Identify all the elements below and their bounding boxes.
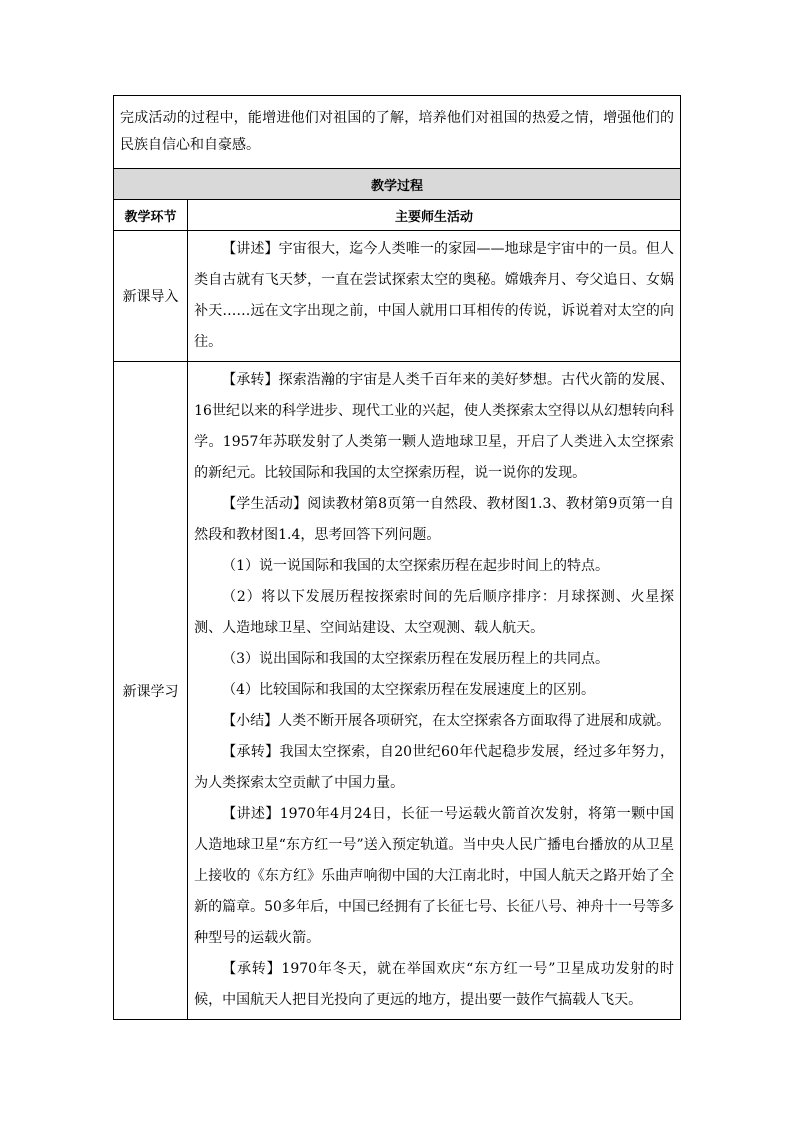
activity-paragraph: 【小结】人类不断开展各项研究，在太空探索各方面取得了进展和成就。	[222, 713, 671, 729]
section-header-row	[114, 169, 681, 200]
activity-cell-learn	[188, 362, 681, 1020]
activity-column-header: 主要师生活动	[188, 200, 681, 231]
lesson-plan-table	[113, 95, 681, 1020]
intro-text: 完成活动的过程中，能增进他们对祖国的了解，培养他们对祖国的热爱之情，增强他们的民族自信心和自豪感。	[114, 96, 681, 169]
stage-label-import: 新课导入	[114, 231, 188, 362]
activity-paragraph: 【承转】我国太空探索，自20世纪60年代起稳步发展，经过多年努力，为人类探索太空贡献了中国力量。	[194, 744, 674, 791]
stage-column-header: 教学环节	[114, 200, 188, 231]
table-row	[114, 231, 681, 362]
activity-paragraph: 【承转】1970年冬天，就在举国欢庆“东方红一号”卫星成功发射的时候，中国航天人把目光投向了更远的地方，提出要一鼓作气搞载人飞天。	[194, 961, 674, 1008]
intro-row	[114, 96, 681, 169]
activity-paragraph: 【讲述】1970年4月24日，长征一号运载火箭首次发射，将第一颗中国人造地球卫星“东方红一号”送入预定轨道。当中央人民广播电台播放的从卫星上接收的《东方红》乐曲声响彻中国的大江南北时，中国人航天之路开始了全新的篇章。50多年后，中国已经拥有了长征七号、长征八号、神舟十一号等多种型号的运载火箭。	[194, 806, 674, 946]
activity-paragraph: （3）说出国际和我国的太空探索历程在发展历程上的共同点。	[222, 651, 610, 667]
column-header-row	[114, 200, 681, 231]
section-title: 教学过程	[114, 169, 681, 200]
activity-paragraph: （4）比较国际和我国的太空探索历程在发展速度上的区别。	[222, 682, 596, 698]
activity-paragraph: 【讲述】宇宙很大，迄今人类唯一的家园——地球是宇宙中的一员。但人类自古就有飞天梦，一直在尝试探索太空的奥秘。嫦娥奔月、夸父追日、女娲补天……远在文字出现之前，中国人就用口耳相传的传说，诉说着对太空的向往。	[194, 241, 674, 350]
activity-paragraph: （1）说一说国际和我国的太空探索历程在起步时间上的特点。	[222, 558, 610, 574]
stage-label-learn: 新课学习	[114, 362, 188, 1020]
activity-paragraph: （2）将以下发展历程按探索时间的先后顺序排序：月球探测、火星探测、人造地球卫星、空间站建设、太空观测、载人航天。	[194, 589, 674, 636]
activity-paragraph: 【学生活动】阅读教材第8页第一自然段、教材图1.3、教材第9页第一自然段和教材图1.4，思考回答下列问题。	[194, 496, 674, 543]
table-row	[114, 362, 681, 1020]
activity-cell-import	[188, 231, 681, 362]
activity-paragraph: 【承转】探索浩瀚的宇宙是人类千百年来的美好梦想。古代火箭的发展、16世纪以来的科学进步、现代工业的兴起，使人类探索太空得以从幻想转向科学。1957年苏联发射了人类第一颗人造地球卫星，开启了人类进入太空探索的新纪元。比较国际和我国的太空探索历程，说一说你的发现。	[194, 372, 674, 481]
